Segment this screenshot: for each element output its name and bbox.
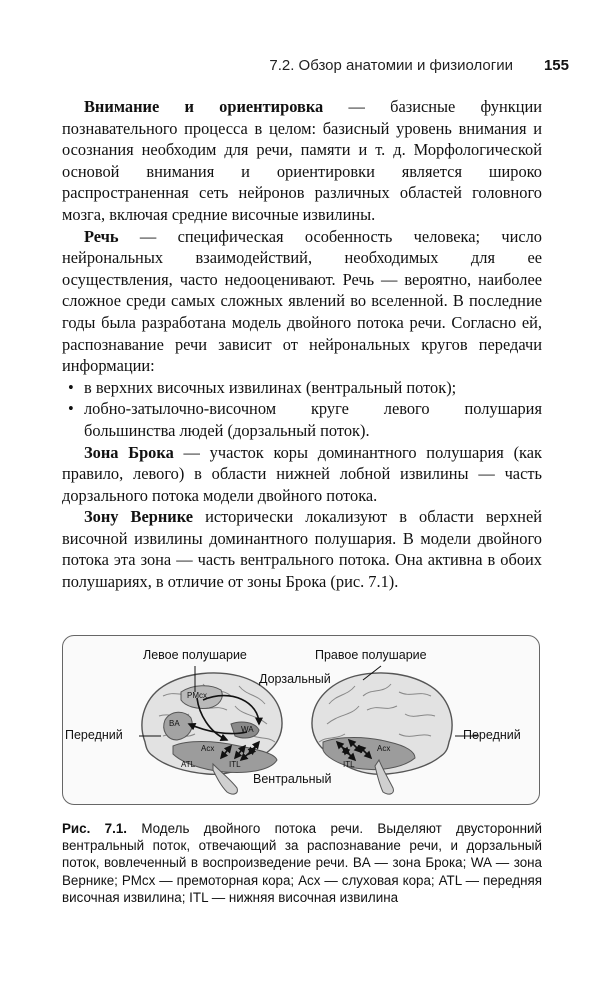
bullet-icon: • xyxy=(68,399,74,419)
list-item xyxy=(62,377,542,399)
list-item xyxy=(62,398,542,441)
bullet-text: лобно-затылочно-височном круге левого полушария большинства людей (дорзальный поток). xyxy=(84,399,542,440)
right-brain xyxy=(312,673,479,794)
bullet-icon: • xyxy=(68,377,74,397)
paragraph-wernicke xyxy=(62,506,542,592)
region-label-acx-right: Acx xyxy=(377,744,391,753)
paragraph-attention-text: — базисные функции познавательного процесса в целом: базисный уровень внимания и осознания необходим для речи, памяти и т. д. Морфологической основой внимания и ориентировки является широко распространенная сеть нейронов различных областей головного мозга, включая средние височные извилины. xyxy=(62,97,543,224)
bullet-text: в верхних височных извилинах (вентральный поток); xyxy=(84,377,457,397)
label-anterior-left: Передний xyxy=(65,728,123,742)
figure-dual-stream xyxy=(62,635,540,805)
term-speech: Речь xyxy=(84,226,119,246)
caption-text: Модель двойного потока речи. Выделяют двусторонний вентральный поток, отвечающий за распознавание речи, и дорзальный поток, вовлеченный в воспроизведение речи. BA — зона Брока; WA — зона Вернике; PMcx — премоторная кора; Acx — слуховая кора; ATL — передняя височная извилина; ITL — нижняя височная извилина xyxy=(62,821,543,905)
region-label-wa: WA xyxy=(241,725,254,734)
running-head xyxy=(62,57,569,79)
region-label-acx-left: Acx xyxy=(201,744,215,753)
paragraph-wernicke-text: исторически локализуют в области верхней височной извилины доминантного полушария. В модели двойного потока эта зона — часть вентрального потока. Она активна в обоих полушариях, в отличие от зоны Брока (рис. 7.1). xyxy=(62,507,543,592)
page-number: 155 xyxy=(543,57,569,74)
term-attention: Внимание и ориентировка xyxy=(84,97,324,116)
label-left-hemisphere: Левое полушарие xyxy=(143,648,247,662)
term-broca: Зона Брока xyxy=(84,442,174,462)
label-right-hemisphere: Правое полушарие xyxy=(315,648,427,662)
label-dorsal: Дорзальный xyxy=(259,672,331,686)
paragraph-attention xyxy=(62,96,542,226)
caption-label: Рис. 7.1. xyxy=(62,821,128,836)
figure-caption xyxy=(62,820,542,906)
section-title: 7.2. Обзор анатомии и физиологии xyxy=(269,57,513,74)
body-text xyxy=(62,96,542,593)
bullet-list xyxy=(62,377,542,442)
region-label-ba: BA xyxy=(169,719,180,728)
paragraph-speech xyxy=(62,226,542,377)
paragraph-speech-text: — специфическая особенность человека; число нейрональных взаимодействий, необходимых для ее осуществления, часто недооценивают. Речь — вероятно, наиболее сложное среди самых сложных явлений во вселенной. В последние годы была разработана модель двойного потока речи. Согласно ей, распознавание речи зависит от нейрональных кругов передачи информации: xyxy=(62,226,542,376)
label-ventral: Вентральный xyxy=(253,772,332,786)
region-label-atl: ATL xyxy=(181,760,196,769)
paragraph-broca-text: — участок коры доминантного полушария (как правило, левого) в области нижней лобной извилины — часть дорзального потока модели двойного потока. xyxy=(62,442,542,505)
label-anterior-right: Передний xyxy=(463,728,521,742)
region-label-itl-left: ITL xyxy=(229,760,241,769)
region-label-pmcx: PMcx xyxy=(187,691,207,700)
paragraph-broca xyxy=(62,442,542,507)
region-label-itl-right: ITL xyxy=(343,760,355,769)
term-wernicke: Зону Вернике xyxy=(84,507,194,527)
